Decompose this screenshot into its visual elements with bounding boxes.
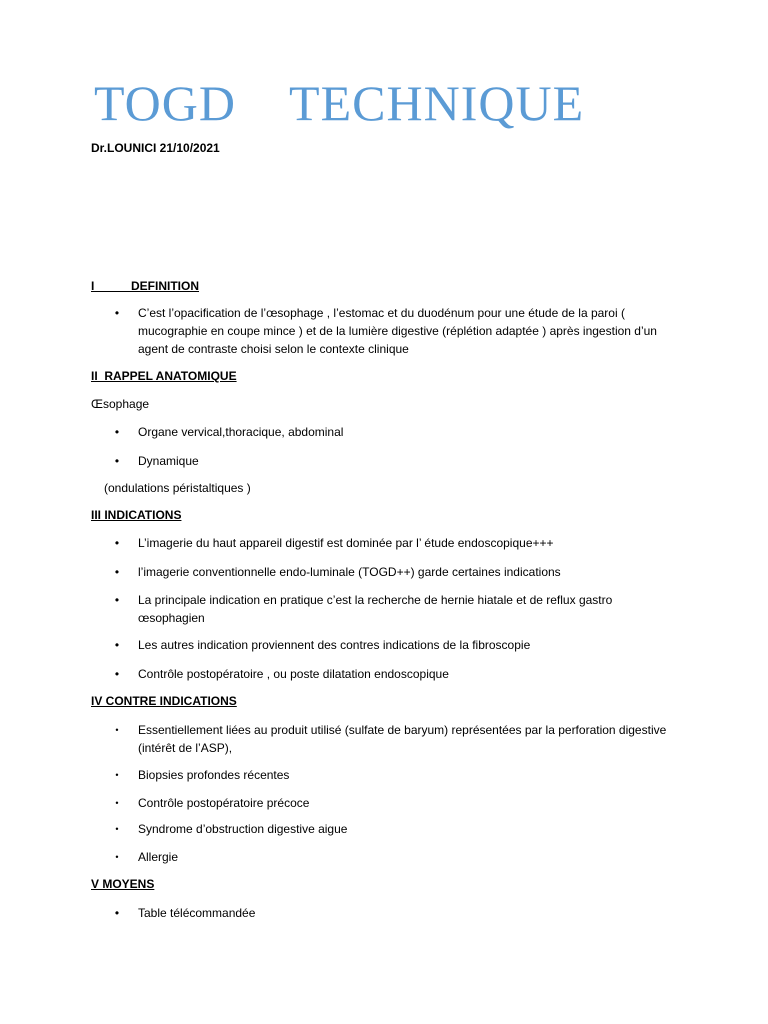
bullet-icon: • [114,667,120,681]
list-item: • Organe vervical,thoracique, abdominal [112,423,672,441]
bullet-icon: • [114,906,120,920]
bullet-icon: • [114,536,120,550]
bullet-icon: • [114,454,120,468]
list-item: • Syndrome d’obstruction digestive aigue [112,820,672,838]
bullet-icon: • [115,852,119,862]
bullet-icon: • [114,638,120,652]
section-heading-definition: I DEFINITION [91,279,200,293]
section-heading-moyens: V MOYENS [91,877,155,891]
list-item: • Contrôle postopératoire précoce [112,794,672,812]
list-item: • Allergie [112,848,672,866]
section-heading-rappel: II RAPPEL ANATOMIQUE [91,369,237,383]
subheading-oesophage: Œsophage [91,397,150,411]
bullet-icon: • [114,593,120,607]
list-item: • L’imagerie du haut appareil digestif est dominée par l’ étude endoscopique+++ [112,534,672,552]
bullet-icon: • [114,306,120,320]
bullet-icon: • [115,725,119,735]
list-item: • Biopsies profondes récentes [112,766,672,784]
section-heading-indications: III INDICATIONS [91,508,182,522]
section-heading-contre-indications: IV CONTRE INDICATIONS [91,694,237,708]
list-item: • Les autres indication proviennent des contres indications de la fibroscopie [112,636,672,654]
bullet-icon: • [114,425,120,439]
list-item: • l’imagerie conventionnelle endo-luminale (TOGD++) garde certaines indications [112,563,672,581]
bullet-icon: • [115,770,119,780]
list-item: • C’est l’opacification de l’œsophage , l’estomac et du duodénum pour une étude de la paroi ( mucographie en coupe mince ) et de la lumière digestive (réplétion adaptée ) après ingestion d’un agent de contraste choisi selon le contexte clinique [112,304,672,358]
list-item: • Dynamique [112,452,672,470]
document-title: TOGD TECHNIQUE [94,75,585,131]
list-item: • Essentiellement liées au produit utilisé (sulfate de baryum) représentées par la perforation digestive (intérêt de l’ASP), [112,721,672,757]
list-item: • La principale indication en pratique c’est la recherche de hernie hiatale et de reflux gastro œsophagien [112,591,672,627]
bullet-icon: • [114,565,120,579]
author-date-line: Dr.LOUNICI 21/10/2021 [91,141,220,155]
bullet-icon: • [115,798,119,808]
bullet-icon: • [115,824,119,834]
list-item: • Table télécommandée [112,904,672,922]
list-item: • Contrôle postopératoire , ou poste dilatation endoscopique [112,665,672,683]
note-text: (ondulations péristaltiques ) [104,481,251,495]
